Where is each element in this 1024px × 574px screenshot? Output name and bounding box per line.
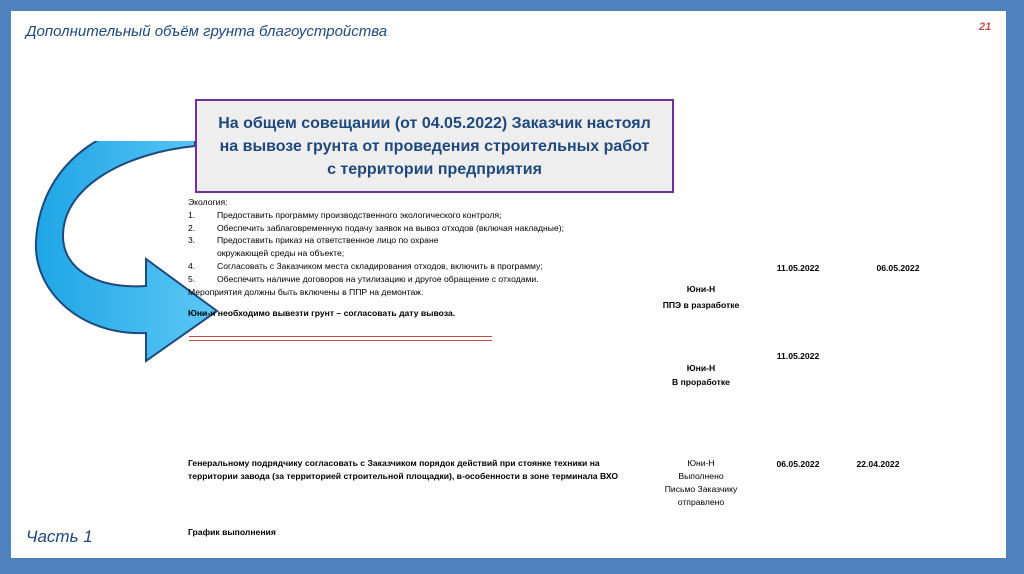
- row3-text: Генеральному подрядчику согласовать с Заказчиком порядок действий при стоянке техники на территории завода (за территорией строительной площадки), в-особенности в зоне терминала ВХО: [188, 458, 619, 481]
- page-number: 21: [979, 21, 992, 33]
- row3-status2: Письмо Заказчику отправлено: [664, 484, 738, 507]
- row3-status1: Выполнено: [678, 471, 724, 481]
- list-item-number: 2.: [188, 222, 196, 233]
- list-item: [188, 222, 658, 235]
- list-item: [188, 273, 658, 286]
- part-label: Часть 1: [26, 527, 93, 546]
- list-item-number: 1.: [188, 209, 196, 220]
- row3-date2: 22.04.2022: [856, 459, 900, 469]
- callout-text: На общем совещании (от 04.05.2022) Заказчик настоял на вывозе грунта от проведения строительных работ с территории предприятия: [218, 114, 651, 178]
- red-underline: [189, 336, 492, 341]
- list-item-text: Согласовать с Заказчиком места складирования отходов, включить в программу;: [217, 260, 543, 271]
- row3-date1: 06.05.2022: [776, 459, 820, 469]
- list-item-number: 5.: [188, 273, 196, 284]
- ecology-note: Мероприятия должны быть включены в ППР на демонтаж.: [188, 286, 424, 297]
- ecology-highlight: Юни-н необходимо вывезти грунт – согласовать дату вывоза.: [188, 308, 456, 319]
- list-item-text: Предоставить программу производственного экологического контроля;: [217, 209, 502, 220]
- row1-status: ППЭ в разработке: [662, 300, 740, 310]
- ecology-heading: Экология:: [188, 197, 228, 207]
- slide-title: Дополнительный объём грунта благоустройства: [26, 23, 388, 40]
- list-item-text: Обеспечить заблаговременную подачу заявок на вывоз отходов (включая накладные);: [217, 222, 564, 233]
- ecology-block: [188, 196, 658, 320]
- row1-date1: 11.05.2022: [776, 263, 820, 273]
- row2-status: В проработке: [672, 377, 730, 387]
- row3-responsible: Юни-Н: [687, 458, 715, 468]
- list-item-number: 4.: [188, 260, 196, 271]
- callout-box: [195, 99, 674, 193]
- list-item-number: 3.: [188, 235, 196, 246]
- slide: [11, 11, 1006, 558]
- row1-responsible: Юни-Н: [686, 284, 716, 294]
- list-item-text: Обеспечить наличие договоров на утилизацию и другое обращение с отходами.: [217, 273, 539, 284]
- list-item: [188, 209, 658, 222]
- schedule-label: График выполнения: [188, 527, 276, 537]
- row2-responsible: Юни-Н: [686, 363, 716, 373]
- row1-date2: 06.05.2022: [876, 263, 920, 273]
- row2-date1: 11.05.2022: [776, 351, 820, 361]
- list-item: [188, 234, 658, 260]
- list-item: [188, 260, 658, 273]
- list-item-text: Предоставить приказ на ответственное лицо по охране окружающей среды на объекте;: [217, 235, 439, 259]
